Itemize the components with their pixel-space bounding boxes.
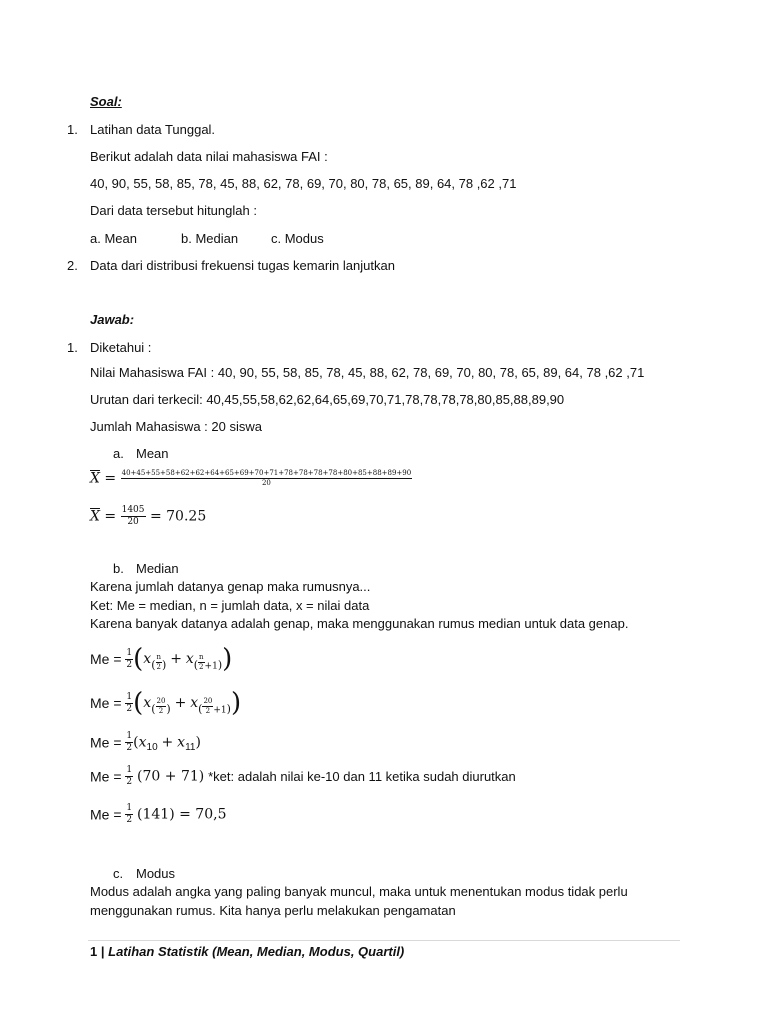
median-letter: b.	[113, 561, 124, 576]
plus-3: +	[161, 734, 174, 751]
x-var-3: x	[143, 695, 152, 711]
half-num-2: 1	[126, 691, 133, 702]
two-2: 2	[199, 662, 204, 671]
half-num: 1	[126, 647, 133, 658]
mean-fraction	[121, 470, 413, 487]
q1-option-modus: c. Modus	[271, 231, 324, 246]
twenty: 20	[156, 696, 166, 705]
median-step2: Me = $\frac{1}{2}$ ($x_($ $\frac{20}{2}$ $_) + x_($ $\frac{20}{2}$ $_{+1)}$)	[90, 688, 242, 718]
plus: +	[170, 651, 182, 667]
diketahui-label: Diketahui :	[90, 340, 152, 355]
mean-result-fraction	[121, 506, 146, 527]
median-line3: Karena banyak datanya adalah genap, maka menggunakan rumus median untuk data genap.	[90, 616, 629, 631]
mean-result: = 70.25	[149, 508, 207, 525]
median-step4	[90, 766, 516, 787]
two: 2	[156, 662, 161, 671]
footer-separator: |	[100, 944, 105, 959]
jumlah-mahasiswa: Jumlah Mahasiswa : 20 siswa	[90, 419, 262, 434]
mean-sum: 1405	[121, 505, 145, 515]
plus-2: +	[174, 695, 187, 711]
twenty-over-2	[156, 698, 167, 715]
modus-line1: Modus adalah angka yang paling banyak muncul, maka untuk menentukan modus tidak perlu	[90, 884, 628, 899]
twenty-2: 20	[203, 696, 213, 705]
mean-eq-2: =	[104, 508, 117, 525]
x-var-5: x	[138, 734, 147, 751]
mean-formula	[90, 470, 412, 487]
xbar-symbol: $\overline{X}$	[90, 470, 100, 487]
median-step1: Me = $\frac{1}{2}$ ($x_($ $\frac{n}{2}$ $_) + x_($ $\frac{n}{2}$ $_{+1)}$)	[90, 644, 233, 674]
half-num-3: 1	[126, 731, 133, 741]
q1-title: Latihan data Tunggal.	[90, 122, 216, 137]
nilai-mahasiswa: Nilai Mahasiswa FAI : 40, 90, 55, 58, 85, 78, 45, 88, 62, 78, 69, 70, 80, 78, 65, 89, 64, 78 ,62 ,71	[90, 365, 645, 380]
me-label-2: Me =	[90, 695, 122, 711]
q1-option-median: b. Median	[181, 231, 239, 246]
twenty-over-2-b	[202, 698, 213, 715]
modus-line2: menggunakan rumus. Kita hanya perlu melakukan pengamatan	[90, 903, 456, 918]
half-fraction-2	[125, 693, 133, 714]
step4-note: *ket: adalah nilai ke-10 dan 11 ketika sudah diurutkan	[208, 769, 516, 784]
half-num-5: 1	[126, 803, 133, 813]
x-var-4: x	[190, 695, 199, 711]
step5-values: (141) = 70,5	[137, 806, 227, 823]
xbar-symbol-2: $\overline{X}$	[90, 508, 100, 525]
q1-option-mean: a. Mean	[90, 231, 137, 246]
half-den-4: 2	[126, 777, 133, 787]
mean-denominator-2: 20	[127, 517, 139, 527]
page-number: 1	[90, 944, 98, 959]
half-den: 2	[126, 659, 133, 670]
q2-number: 2.	[67, 258, 78, 273]
q1-number: 1.	[67, 122, 78, 137]
mean-numerator: 40+45+55+58+62+62+64+65+69+70+71+78+78+78+78+80+85+88+89+90	[121, 469, 412, 477]
mean-letter: a.	[113, 446, 124, 461]
half-fraction-3	[125, 732, 133, 753]
two-4: 2	[205, 706, 211, 715]
plus-one-2: +1	[213, 705, 227, 716]
mean-result-formula	[90, 506, 206, 527]
sub-10: 10	[146, 742, 158, 754]
soal-heading: Soal:	[90, 94, 122, 109]
plus-one: +1	[204, 661, 218, 672]
modus-letter: c.	[113, 866, 124, 881]
q1-ask: Dari data tersebut hitunglah :	[90, 203, 257, 218]
half-num-4: 1	[126, 765, 133, 775]
q1-data: 40, 90, 55, 58, 85, 78, 45, 88, 62, 78, 69, 70, 80, 78, 65, 89, 64, 78 ,62 ,71	[90, 176, 517, 191]
footer	[90, 944, 404, 959]
sub-11: 11	[185, 742, 196, 754]
half-fraction-4	[125, 766, 133, 787]
footer-title: Latihan Statistik (Mean, Median, Modus, Quartil)	[108, 944, 405, 959]
mean-label: Mean	[136, 446, 169, 461]
median-step3: Me = $\frac{1}{2}$ $(x_{10} + x_{11})$	[90, 731, 201, 754]
jawab-number: 1.	[67, 340, 78, 355]
mean-denominator: 20	[261, 479, 271, 487]
median-step5	[90, 804, 226, 825]
median-label: Median	[136, 561, 179, 576]
q1-intro: Berikut adalah data nilai mahasiswa FAI :	[90, 149, 328, 164]
jawab-heading: Jawab:	[90, 312, 135, 327]
median-line2: Ket: Me = median, n = jumlah data, x = nilai data	[90, 598, 370, 613]
urutan-data: Urutan dari terkecil: 40,45,55,58,62,62,64,65,69,70,71,78,78,78,78,80,85,88,89,90	[90, 392, 565, 407]
half-fraction-5	[125, 804, 133, 825]
modus-label: Modus	[136, 866, 176, 881]
x-var: x	[143, 651, 152, 667]
me-label-4: Me =	[90, 768, 122, 785]
x-var-6: x	[177, 734, 186, 751]
half-fraction	[125, 649, 133, 670]
mean-eq: =	[104, 470, 117, 487]
step4-values: (70 + 71)	[137, 768, 205, 785]
me-label-5: Me =	[90, 806, 122, 823]
n-var: n	[156, 652, 162, 661]
median-line1: Karena jumlah datanya genap maka rumusnya...	[90, 579, 371, 594]
half-den-5: 2	[126, 815, 133, 825]
half-den-3: 2	[126, 743, 133, 753]
footer-divider	[88, 940, 680, 941]
two-3: 2	[158, 706, 164, 715]
me-label-3: Me =	[90, 734, 122, 751]
me-label: Me =	[90, 651, 122, 667]
n-var-2: n	[199, 652, 204, 661]
half-den-2: 2	[126, 703, 133, 714]
q2-text: Data dari distribusi frekuensi tugas kemarin lanjutkan	[90, 258, 395, 273]
x-var-2: x	[185, 651, 194, 667]
